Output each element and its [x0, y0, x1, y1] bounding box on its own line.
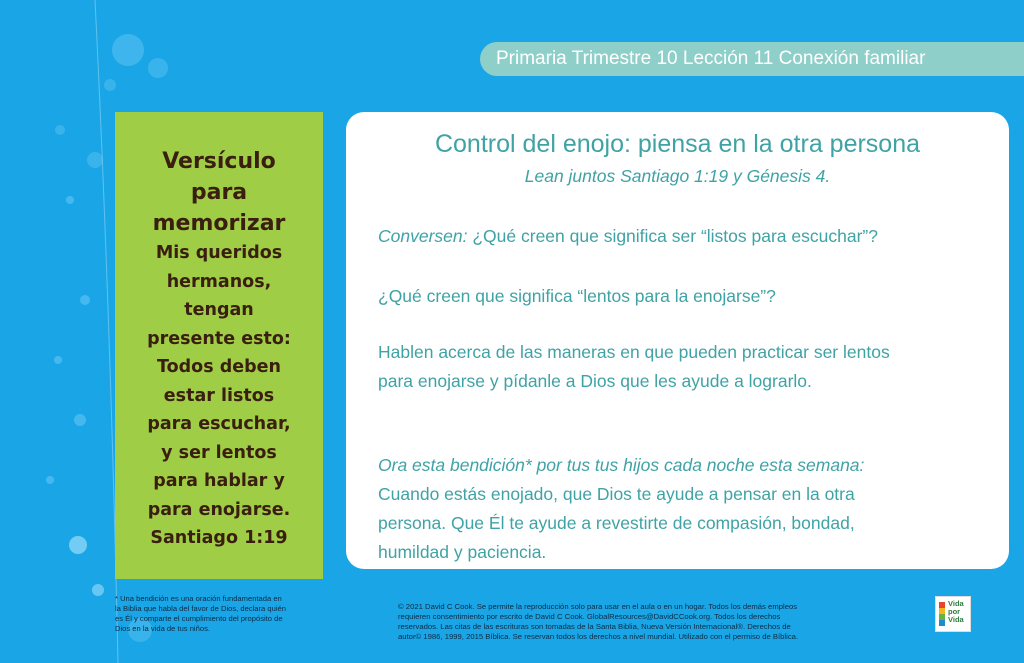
blessing-intro: Ora esta bendición* por tus tus hijos cada noche esta semana:: [378, 455, 865, 475]
discuss-question-1: Conversen: ¿Qué creen que significa ser “listos para escuchar”?: [378, 226, 878, 246]
activity-card: [346, 112, 1009, 569]
lesson-header: Primaria Trimestre 10 Lección 11 Conexión familiar: [480, 42, 1024, 76]
card-subtitle: Lean juntos Santiago 1:19 y Génesis 4.: [524, 166, 831, 186]
talk-paragraph: Hablen acerca de las maneras en que pueden practicar ser lentos para enojarse y pídanle a Dios que les ayude a lograrlo.: [378, 342, 890, 391]
memory-verse-box: [115, 112, 323, 579]
logo-mark-icon: [939, 602, 945, 626]
copyright-notice: © 2021 David C Cook. Se permite la reproducción solo para usar en el aula o en un hogar. Todos los demás empleos requieren consentimiento por escrito de David C Cook. GlobalResources@DavidCCook.org. Todos los derechos reservados. Las citas de las escrituras son tomadas de la Santa Biblia, Nueva Versión Internacional®. Derechos de autor© 1986, 1999, 2015 Bíblica. Se reservan todos los derechos a nivel mundial. Utilizado con el permiso de Bíblica.: [398, 602, 799, 641]
discuss-label: Conversen:: [378, 226, 468, 246]
blessing-paragraph: Ora esta bendición* por tus tus hijos cada noche esta semana: Cuando estás enojado, que Dios te ayude a pensar en la otra persona. Que Él te ayude a revestirte de compasión, bondad, humildad y paciencia.: [378, 451, 988, 567]
vida-por-vida-logo: Vida por Vida: [935, 596, 971, 632]
card-title: Control del enojo: piensa en la otra persona: [434, 130, 921, 158]
blessing-footnote: * Una bendición es una oración fundamentada en la Biblia que habla del favor de Dios, declara quién es Él y comparte el cumplimiento del propósito de Dios en la vida de tus niños.: [115, 594, 286, 633]
verse-title: Versículo para memorizar: [152, 149, 286, 236]
discuss-question-2: ¿Qué creen que significa “lentos para la enojarse”?: [378, 286, 776, 306]
verse-text: Mis queridos hermanos, tengan presente esto: Todos deben estar listos para escuchar, y ser lentos para hablar y para enojarse.: [147, 243, 291, 520]
verse-reference: Santiago 1:19: [150, 528, 288, 548]
